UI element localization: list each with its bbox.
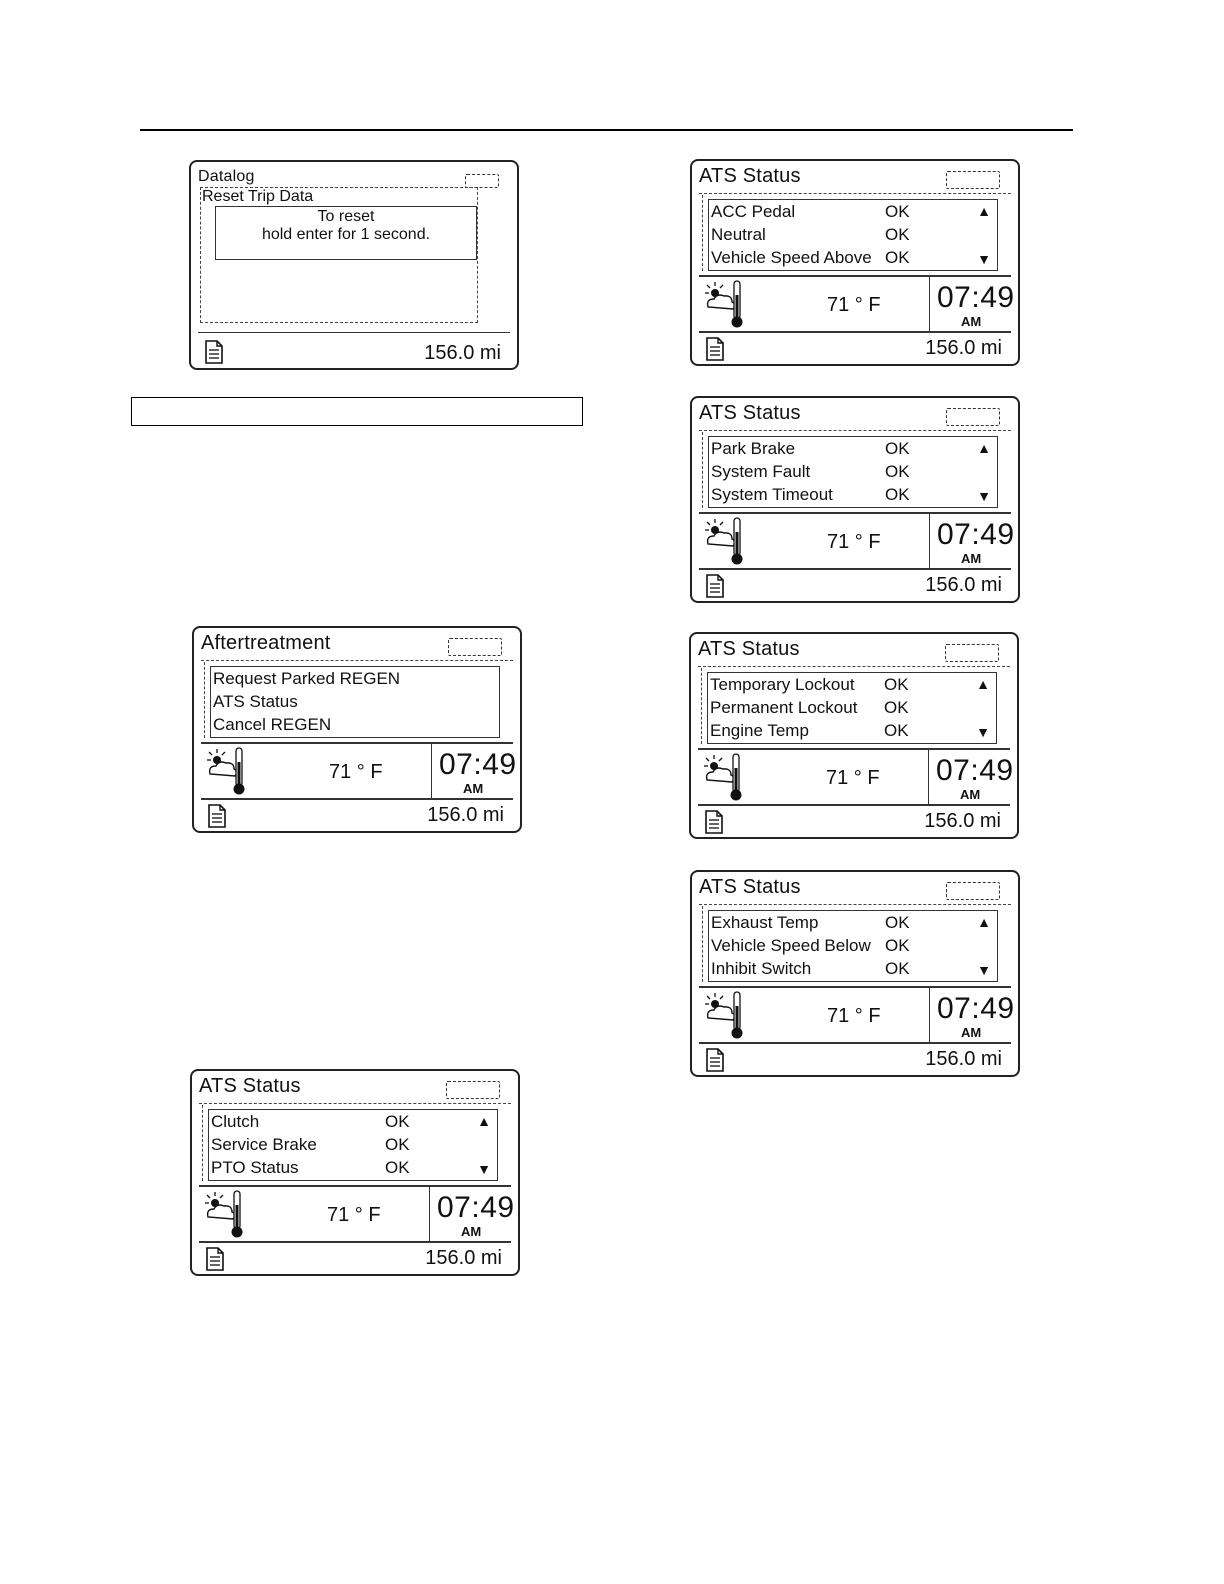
scroll-up-arrow-icon[interactable]: ▲: [977, 203, 991, 219]
thermometer-icon: [229, 1189, 245, 1239]
clock-divider: [929, 514, 930, 568]
status-indicator-icon: [465, 174, 499, 188]
clock-divider: [431, 744, 432, 798]
status-indicator-icon: [946, 408, 1000, 426]
scroll-down-arrow-icon[interactable]: ▼: [977, 251, 991, 267]
status-indicator-icon: [446, 1081, 500, 1099]
title-divider: [699, 430, 1011, 431]
reset-message-line-2: hold enter for 1 second.: [261, 226, 431, 243]
scroll-up-arrow-icon[interactable]: ▲: [977, 440, 991, 456]
document-icon: [206, 1247, 224, 1271]
divider: [198, 332, 510, 333]
status-row-label: Vehicle Speed Above: [711, 248, 872, 267]
header-rule: [140, 129, 1073, 131]
odometer-value: 156.0 mi: [925, 1048, 1002, 1070]
temperature-value: 71 ° F: [827, 294, 881, 316]
status-bar: [698, 748, 1014, 806]
menu-frame-edge: [702, 906, 703, 982]
status-bar: [699, 986, 1015, 1044]
scroll-down-arrow-icon[interactable]: ▼: [976, 724, 990, 740]
screen-title: ATS Status: [699, 876, 801, 898]
status-row-value: OK: [385, 1158, 410, 1177]
clock-divider: [928, 750, 929, 804]
status-bar: [699, 275, 1015, 333]
status-row-label: Engine Temp: [710, 721, 809, 740]
title-divider: [699, 193, 1011, 194]
document-icon: [208, 804, 226, 828]
odometer-value: 156.0 mi: [424, 342, 501, 364]
status-row-value: OK: [885, 913, 910, 932]
status-bar: [699, 512, 1015, 570]
thermometer-icon: [231, 746, 247, 796]
menu-item-reset-trip-data[interactable]: Reset Trip Data: [202, 188, 314, 205]
aftertreatment-screen: [192, 626, 522, 833]
clock-divider: [929, 277, 930, 331]
screen-title: ATS Status: [699, 402, 801, 424]
odometer-value: 156.0 mi: [925, 337, 1002, 359]
status-row-label: Inhibit Switch: [711, 959, 812, 978]
scroll-down-arrow-icon[interactable]: ▼: [977, 488, 991, 504]
thermometer-icon: [729, 516, 745, 566]
status-row-label: System Timeout: [711, 485, 833, 504]
menu-frame-edge: [202, 1105, 203, 1181]
menu-frame-edge: [702, 432, 703, 508]
scroll-down-arrow-icon[interactable]: ▼: [477, 1161, 491, 1177]
document-icon: [205, 340, 223, 364]
screen-title: ATS Status: [699, 165, 801, 187]
status-row-value: OK: [885, 936, 910, 955]
status-list: [208, 1109, 498, 1181]
clock-time: 07:49: [936, 754, 1014, 787]
title-divider: [698, 666, 1010, 667]
document-icon: [706, 1048, 724, 1072]
menu-frame-edge: [204, 662, 205, 738]
temperature-value: 71 ° F: [329, 761, 383, 783]
thermometer-icon: [729, 279, 745, 329]
screen-title: ATS Status: [698, 638, 800, 660]
status-row-value: OK: [885, 485, 910, 504]
ats-status-screen-5: [690, 870, 1020, 1077]
clock-ampm: AM: [961, 314, 982, 329]
clock-time: 07:49: [437, 1191, 515, 1224]
title-divider: [201, 660, 513, 661]
menu-item-request-parked-regen[interactable]: Request Parked REGEN: [213, 669, 401, 688]
status-row-label: ACC Pedal: [711, 202, 796, 221]
status-row-label: Neutral: [711, 225, 766, 244]
title-divider: [699, 904, 1011, 905]
status-list: [707, 672, 997, 744]
status-row-value: OK: [885, 959, 910, 978]
status-row-value: OK: [385, 1135, 410, 1154]
status-row-value: OK: [885, 202, 910, 221]
status-row-label: Park Brake: [711, 439, 796, 458]
temperature-value: 71 ° F: [327, 1204, 381, 1226]
status-row-value: OK: [885, 439, 910, 458]
status-row-label: Service Brake: [211, 1135, 317, 1154]
status-list: [708, 910, 998, 982]
document-icon: [706, 574, 724, 598]
status-bar: [199, 1185, 515, 1243]
scroll-down-arrow-icon[interactable]: ▼: [977, 962, 991, 978]
status-row-value: OK: [884, 675, 909, 694]
status-row-label: Exhaust Temp: [711, 913, 819, 932]
status-row-value: OK: [884, 721, 909, 740]
clock-divider: [429, 1187, 430, 1241]
menu-frame-edge: [701, 668, 702, 744]
clock-time: 07:49: [937, 281, 1015, 314]
odometer-value: 156.0 mi: [425, 1247, 502, 1269]
document-icon: [705, 810, 723, 834]
temperature-value: 71 ° F: [827, 1005, 881, 1027]
datalog-screen: [189, 160, 519, 370]
status-row-label: System Fault: [711, 462, 811, 481]
clock-ampm: AM: [961, 551, 982, 566]
status-indicator-icon: [946, 171, 1000, 189]
status-row-label: Temporary Lockout: [710, 675, 855, 694]
odometer-value: 156.0 mi: [427, 804, 504, 826]
status-list: [708, 436, 998, 508]
clock-time: 07:49: [937, 992, 1015, 1025]
thermometer-icon: [729, 990, 745, 1040]
screen-title: Datalog: [198, 168, 255, 185]
clock-time: 07:49: [439, 748, 517, 781]
status-row-value: OK: [385, 1112, 410, 1131]
thermometer-icon: [728, 752, 744, 802]
menu-frame-edge: [702, 195, 703, 271]
screen-title: Aftertreatment: [201, 632, 331, 654]
menu-list: [210, 666, 500, 738]
status-list: [708, 199, 998, 271]
ats-status-screen-1: [190, 1069, 520, 1276]
temperature-value: 71 ° F: [826, 767, 880, 789]
title-divider: [199, 1103, 511, 1104]
clock-ampm: AM: [960, 787, 981, 802]
status-bar: [201, 742, 517, 800]
clock-divider: [929, 988, 930, 1042]
status-row-value: OK: [885, 462, 910, 481]
clock-ampm: AM: [961, 1025, 982, 1040]
status-indicator-icon: [448, 638, 502, 656]
scroll-up-arrow-icon[interactable]: ▲: [477, 1113, 491, 1129]
status-indicator-icon: [946, 882, 1000, 900]
status-row-label: PTO Status: [211, 1158, 299, 1177]
menu-item-cancel-regen[interactable]: Cancel REGEN: [213, 715, 332, 734]
odometer-value: 156.0 mi: [925, 574, 1002, 596]
menu-item-ats-status[interactable]: ATS Status: [213, 692, 298, 711]
clock-ampm: AM: [461, 1224, 482, 1239]
status-row-label: Permanent Lockout: [710, 698, 858, 717]
caption-box: [131, 397, 583, 426]
reset-message-line-1: To reset: [317, 208, 375, 225]
reset-message-box: [215, 206, 477, 260]
status-row-value: OK: [885, 225, 910, 244]
clock-ampm: AM: [463, 781, 484, 796]
status-row-value: OK: [884, 698, 909, 717]
document-icon: [706, 337, 724, 361]
ats-status-screen-3: [690, 396, 1020, 603]
status-row-label: Clutch: [211, 1112, 260, 1131]
odometer-value: 156.0 mi: [924, 810, 1001, 832]
status-row-label: Vehicle Speed Below: [711, 936, 871, 955]
scroll-up-arrow-icon[interactable]: ▲: [976, 676, 990, 692]
ats-status-screen-2: [690, 159, 1020, 366]
ats-status-screen-4: [689, 632, 1019, 839]
temperature-value: 71 ° F: [827, 531, 881, 553]
scroll-up-arrow-icon[interactable]: ▲: [977, 914, 991, 930]
status-row-value: OK: [885, 248, 910, 267]
status-indicator-icon: [945, 644, 999, 662]
clock-time: 07:49: [937, 518, 1015, 551]
screen-title: ATS Status: [199, 1075, 301, 1097]
